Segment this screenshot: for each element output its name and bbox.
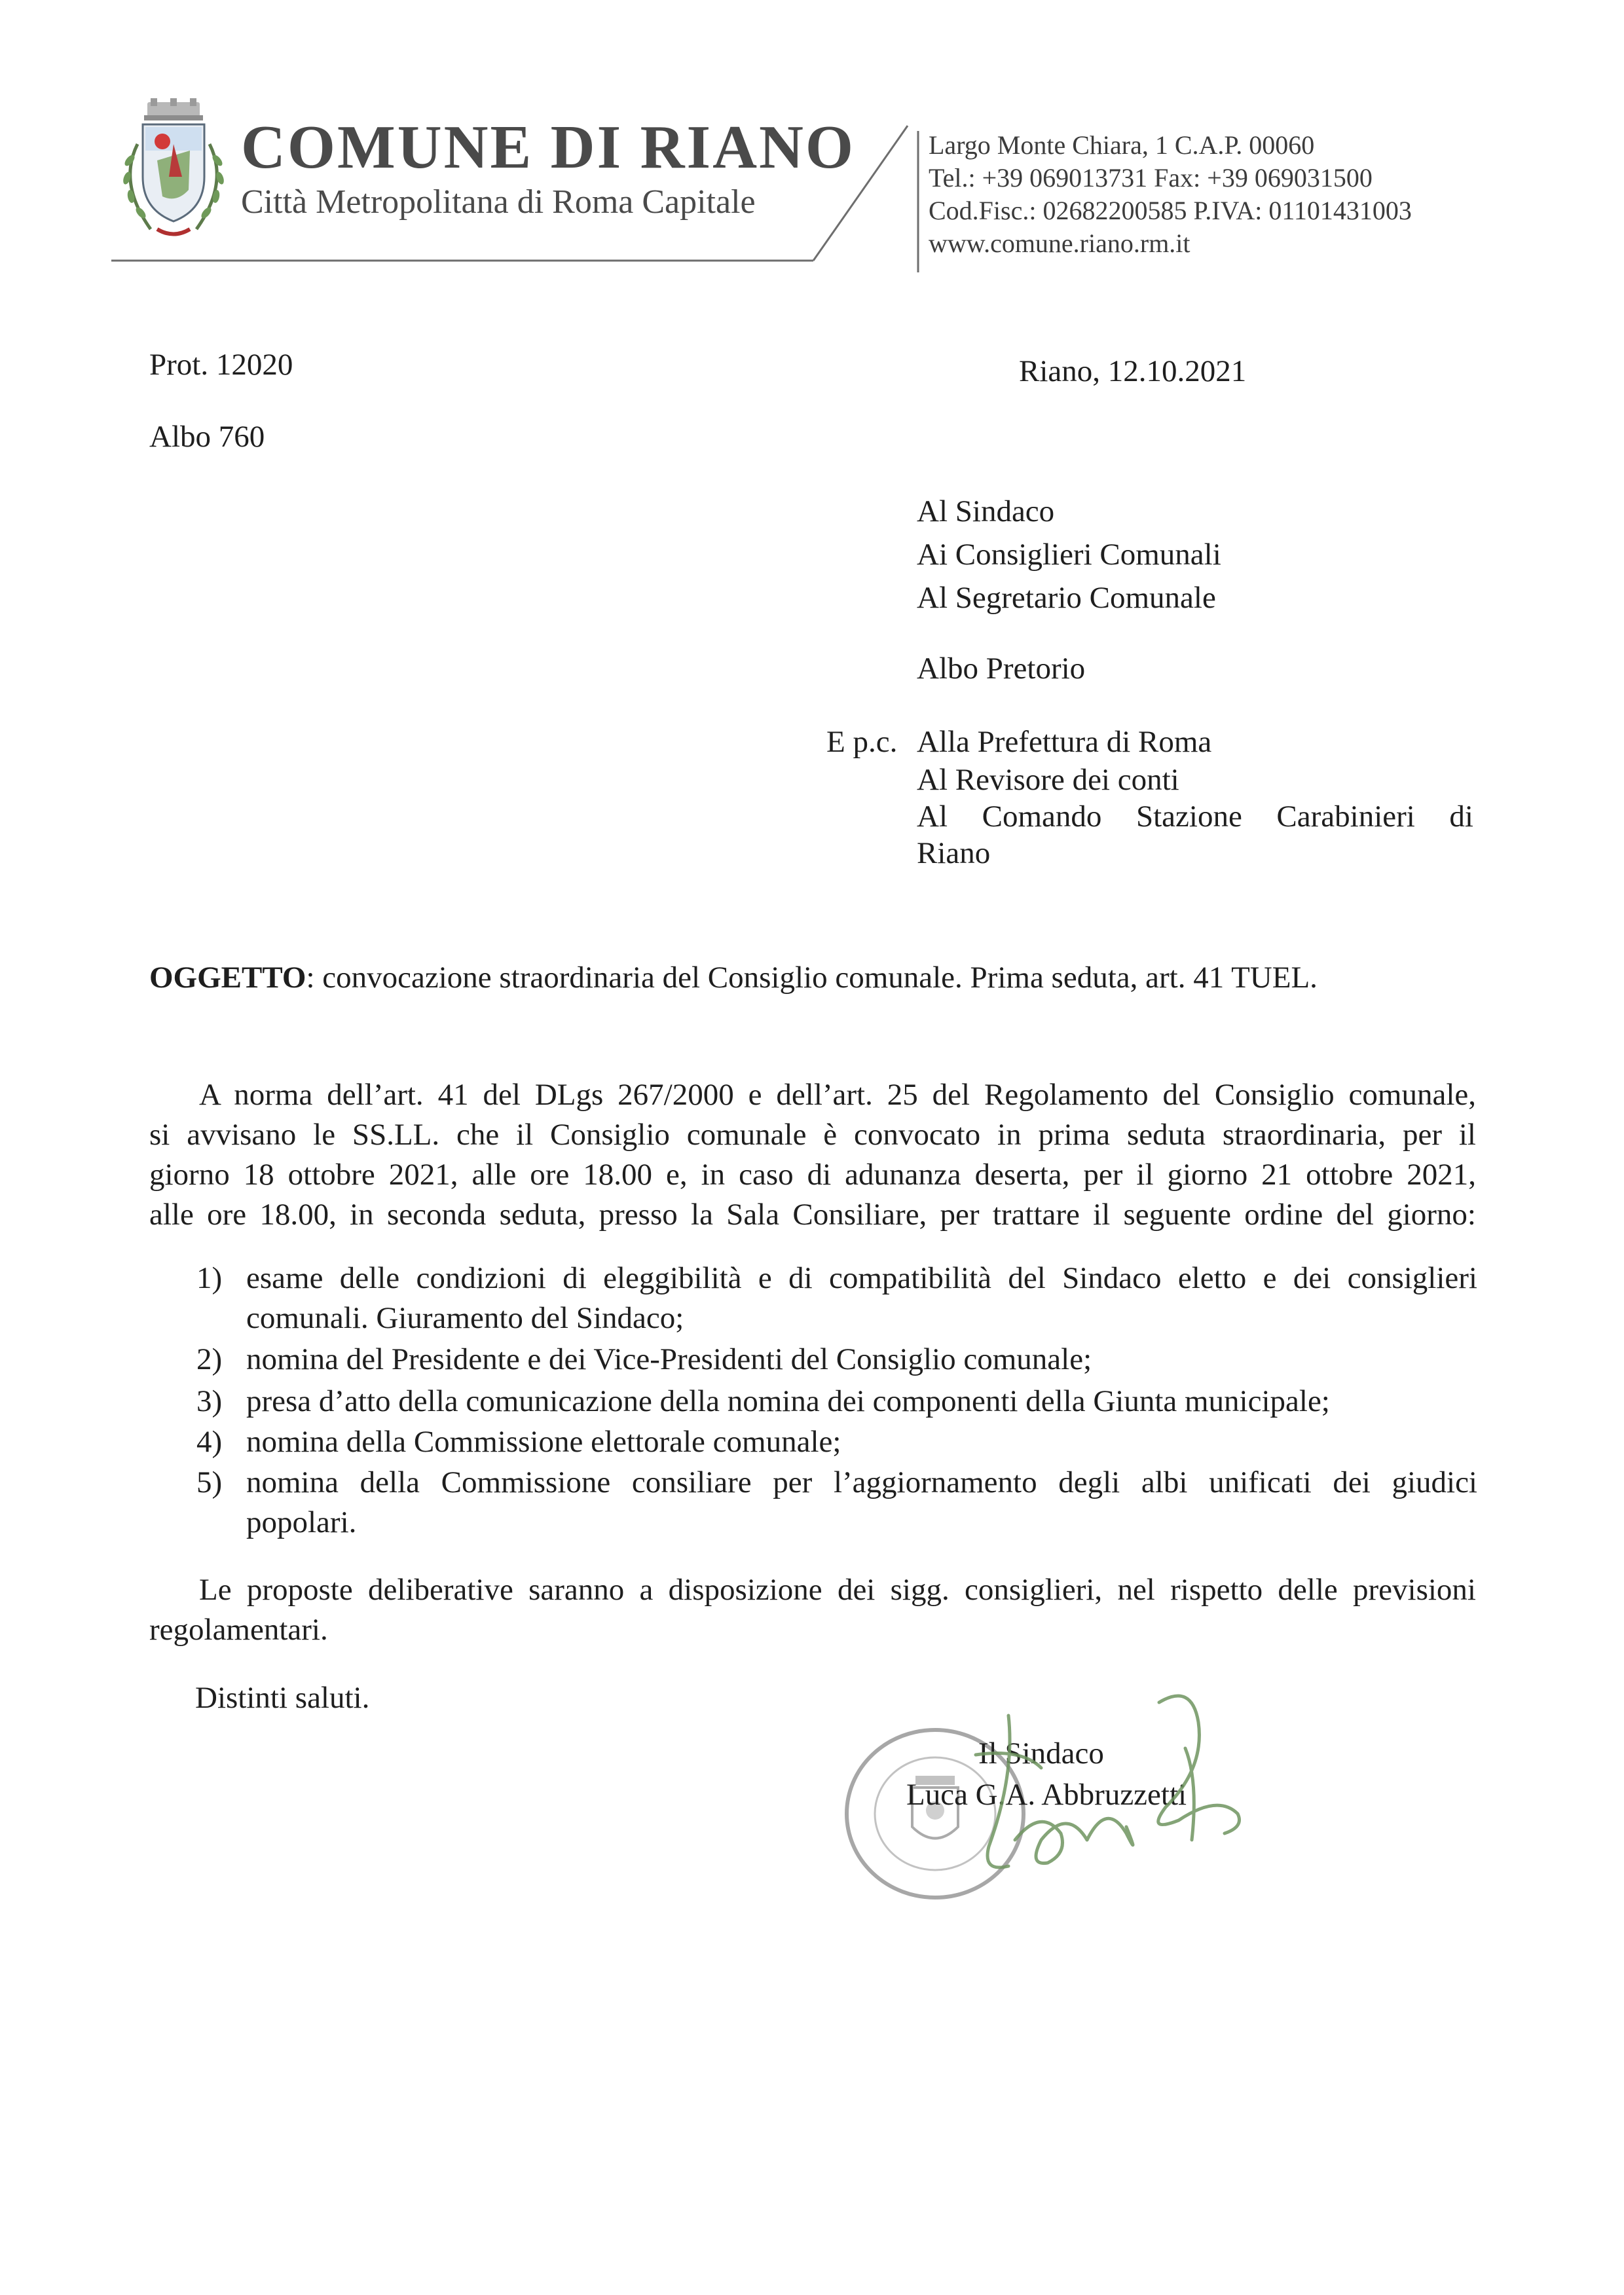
agenda-number: 3) xyxy=(196,1384,223,1418)
cc-label: E p.c. xyxy=(826,725,898,759)
contact-block xyxy=(929,129,1412,260)
greeting: Distinti saluti. xyxy=(195,1681,370,1715)
agenda-number: 4) xyxy=(196,1425,223,1459)
paragraph-line: Le proposte deliberative saranno a disposizione dei sigg. consiglieri, nel rispetto delle previsioni xyxy=(199,1573,1476,1607)
protocol-number: Prot. 12020 xyxy=(149,348,293,382)
agenda-text: presa d’atto della comunicazione della nomina dei componenti della Giunta municipale; xyxy=(246,1384,1330,1418)
agenda-item xyxy=(196,1463,1477,1543)
agenda-text: comunali. Giuramento del Sindaco; xyxy=(246,1301,684,1335)
agenda-number: 2) xyxy=(196,1342,223,1376)
subject-label: OGGETTO xyxy=(149,961,306,995)
paragraph-line: alle ore 18.00, in seconda seduta, presso la Sala Consiliare, per trattare il seguente ordine del giorno: xyxy=(149,1198,1476,1232)
agenda-item xyxy=(196,1422,1477,1462)
paragraph-line: giorno 18 ottobre 2021, alle ore 18.00 e, in caso di adunanza deserta, per il giorno 21 ottobre 2021, xyxy=(149,1158,1476,1192)
intro-paragraph xyxy=(149,1075,1476,1235)
agenda-item xyxy=(196,1382,1477,1422)
fiscal-line: Cod.Fisc.: 02682200585 P.IVA: 01101431003 xyxy=(929,196,1412,225)
paragraph-line: si avvisano le SS.LL. che il Consiglio comunale è convocato in prima seduta straordinaria, per il xyxy=(149,1118,1476,1152)
handwritten-signature-icon xyxy=(851,1676,1270,1912)
agenda-number: 1) xyxy=(196,1261,223,1295)
closing-paragraph xyxy=(149,1570,1476,1650)
municipality-subtitle: Città Metropolitana di Roma Capitale xyxy=(241,183,756,221)
agenda-text: nomina della Commissione consiliare per l’aggiornamento degli albi unificati dei giudici xyxy=(246,1465,1477,1499)
address-line: Largo Monte Chiara, 1 C.A.P. 00060 xyxy=(929,130,1315,160)
signatory-role: Il Sindaco xyxy=(978,1736,1104,1771)
cc-recipient-line: Al Revisore dei conti xyxy=(917,763,1179,797)
recipient-line: Al Sindaco xyxy=(917,494,1055,528)
cc-recipient-line: Riano xyxy=(917,836,991,870)
recipient-line: Ai Consiglieri Comunali xyxy=(917,538,1221,572)
website-link[interactable]: www.comune.riano.rm.it xyxy=(929,229,1190,258)
subject-line xyxy=(149,963,1318,993)
agenda-item xyxy=(196,1340,1477,1380)
agenda-item xyxy=(196,1258,1477,1338)
subject-text: : convocazione straordinaria del Consiglio comunale. Prima seduta, art. 41 TUEL. xyxy=(306,961,1318,995)
paragraph-line: A norma dell’art. 41 del DLgs 267/2000 e dell’art. 25 del Regolamento del Consiglio comunale, xyxy=(199,1078,1476,1112)
municipality-name: COMUNE DI RIANO xyxy=(241,113,855,181)
letterhead xyxy=(0,0,1624,275)
agenda-text: nomina della Commissione elettorale comunale; xyxy=(246,1425,841,1459)
agenda-number: 5) xyxy=(196,1465,223,1499)
letterhead-rule xyxy=(111,124,923,275)
recipient-line: Al Segretario Comunale xyxy=(917,581,1216,615)
albo-number: Albo 760 xyxy=(149,420,265,454)
agenda-text: popolari. xyxy=(246,1505,357,1539)
agenda-text: esame delle condizioni di eleggibilità e di compatibilità del Sindaco eletto e dei consiglieri xyxy=(246,1261,1477,1295)
agenda-text: nomina del Presidente e dei Vice-Presidenti del Consiglio comunale; xyxy=(246,1342,1092,1376)
signatory-name: Luca G.A. Abbruzzetti xyxy=(906,1778,1187,1812)
phone-fax-line: Tel.: +39 069013731 Fax: +39 069031500 xyxy=(929,163,1373,193)
albo-pretorio: Albo Pretorio xyxy=(917,652,1086,686)
cc-recipient-line: Alla Prefettura di Roma xyxy=(917,725,1212,759)
paragraph-line: regolamentari. xyxy=(149,1613,328,1647)
cc-recipient-line: Al Comando Stazione Carabinieri di xyxy=(917,799,1473,834)
place-date: Riano, 12.10.2021 xyxy=(1019,354,1247,388)
